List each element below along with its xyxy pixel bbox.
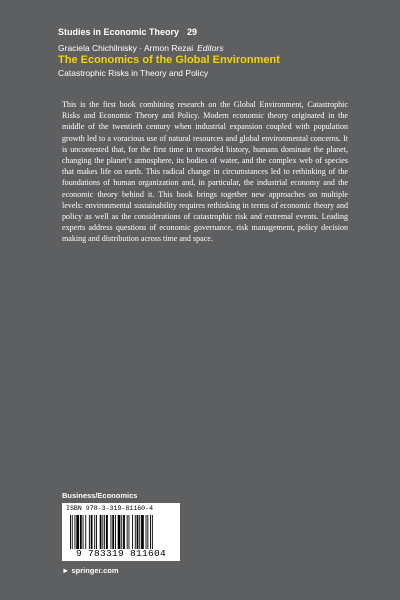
barcode-bar <box>94 515 95 549</box>
series-volume: 29 <box>187 27 198 37</box>
ean-digits: 9 783319 811604 <box>75 548 166 559</box>
barcode-bar <box>104 515 105 549</box>
barcode-bar <box>72 515 73 549</box>
isbn-barcode <box>62 503 180 561</box>
barcode-bar <box>75 515 76 549</box>
editor-names: Graciela Chichilnisky · Armon Rezai <box>58 43 194 53</box>
barcode-bar <box>80 515 82 549</box>
barcode-bar <box>152 515 153 549</box>
barcode-bar <box>85 515 86 549</box>
barcode-bars-icon <box>70 515 174 549</box>
barcode-bar <box>118 515 121 549</box>
barcode-bar <box>147 515 148 549</box>
barcode-bar <box>89 515 90 549</box>
series-line <box>58 27 197 37</box>
barcode-bar <box>91 515 93 549</box>
editors-role: Editors <box>197 43 224 53</box>
isbn-number: ISBN 978-3-319-81160-4 <box>66 505 154 512</box>
book-description: This is the first book combining research on the Global Environment, Catastrophic Risks and Economic Theory and Policy. Modern economic theory originated in the middle of the twentieth century when industrial expansion coupled with population growth led to a voracious use of natural resources and global environmental concerns. It is uncontested that, for the first time in recorded history, humans dominate the planet, changing the planet’s atmosphere, its bodies of water, and the complex web of species that makes life on earth. This radical change in circumstances led to rethinking of the foundations of human organization and, in particular, the industrial economy and the economic theory behind it. This book brings together new approaches on multiple levels: environmental sustainability requires rethinking in terms of economic theory and policy as well as the considerations of catastrophic risk and extremal events. Leading experts address questions of economic governance, risk management, policy decision making and distribution across time and space. <box>62 100 348 244</box>
barcode-bar <box>150 515 151 549</box>
barcode-bar <box>102 515 103 549</box>
publisher-website[interactable] <box>62 566 119 575</box>
website-url: springer.com <box>71 566 119 575</box>
barcode-bar <box>129 515 130 549</box>
editors-line <box>58 43 224 53</box>
barcode-bar <box>127 515 128 549</box>
barcode-bar <box>121 515 122 549</box>
barcode-bar <box>112 515 114 549</box>
book-title: The Economics of the Global Environment <box>58 54 280 66</box>
series-name: Studies in Economic Theory <box>58 27 180 37</box>
barcode-bar <box>141 515 144 549</box>
barcode-bar <box>76 515 79 549</box>
barcode-bar <box>70 515 71 549</box>
barcode-bar <box>100 515 102 549</box>
barcode-bar <box>96 515 97 549</box>
barcode-bar <box>146 515 147 549</box>
book-subtitle: Catastrophic Risks in Theory and Policy <box>58 68 209 78</box>
barcode-bar <box>111 515 112 549</box>
arrow-icon: ► <box>62 566 70 575</box>
barcode-bar <box>123 515 125 549</box>
barcode-bar <box>106 515 108 549</box>
barcode-bar <box>132 515 133 549</box>
barcode-bar <box>139 515 140 549</box>
barcode-bar <box>115 515 116 549</box>
barcode-bar <box>83 515 84 549</box>
cover-header <box>58 0 388 92</box>
barcode-bar <box>135 515 136 549</box>
subject-category: Business/Economics <box>62 491 138 500</box>
barcode-bar <box>137 515 139 549</box>
